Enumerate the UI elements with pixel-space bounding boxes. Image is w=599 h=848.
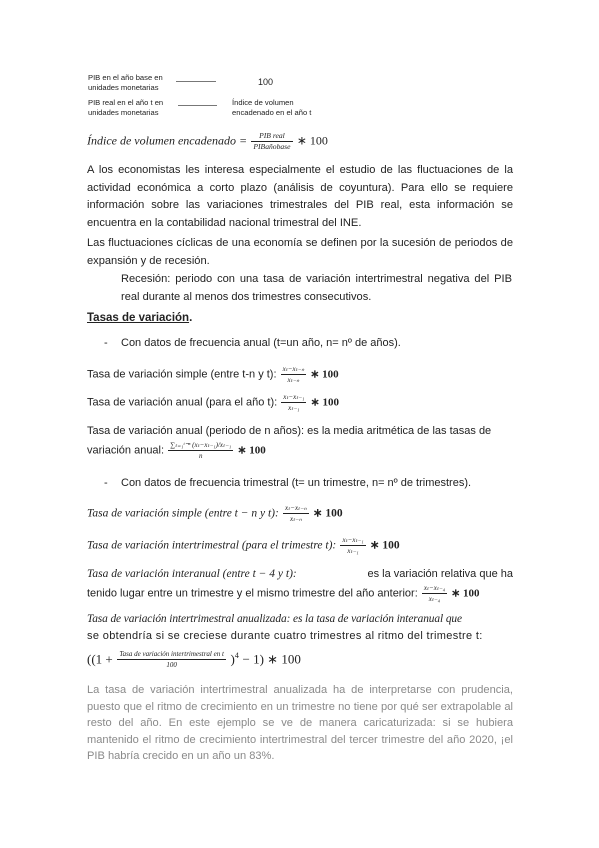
formula-tasa-interanual: Tasa de variación interanual (entre t − 4 y t): es la variación relativa que ha tenido lugar entre un trimestre y el mismo trimestre del año anterior: $\frac{\text{xₜ−xₜ₋₄}}{\text{xₜ₋₄}}$ ∗ 100 xyxy=(87,568,513,603)
formula-tasa-intertrimestral: Tasa de variación intertrimestral (para el trimestre t): $\frac{\text{xₜ−xₜ₋₁}}{\text{xₜ₋₁}}$ ∗ 100 xyxy=(87,536,400,555)
table-row2-label: PIB real en el año t en unidades monetarias xyxy=(88,98,164,117)
bullet-dash: - xyxy=(104,337,108,349)
table-row2-value: Índice de volumen encadenado en el año t xyxy=(232,98,312,117)
note-anualizada: La tasa de variación intertrimestral anualizada ha de interpretarse con prudencia, puesto que el ritmo de crecimiento en un trimestre no tiene por qué ser extrapolable al resto del año. En este ejemplo se ve de manera caricaturizada: si se hubiera mantenido el ritmo de crecimiento intertrimestral del tercer trimestre del año 2020, ¡el PIB habría crecido en un año un 83%. xyxy=(87,684,513,762)
bullet-frecuencia-anual: Con datos de frecuencia anual (t=un año, n= nº de años). xyxy=(121,337,401,349)
formula-tasa-anual: Tasa de variación anual (para el año t): $\frac{\text{xₜ−xₜ₋₁}}{\text{xₜ₋₁}}$ ∗ 100 xyxy=(87,393,339,412)
formula-indice-volumen: Índice de volumen encadenado = $\frac{\text{PIB real}}{\text{PIBañobase}}$ ∗ 100 xyxy=(87,131,328,151)
tvan-label: Tasa de variación anual (periodo de n años): es la media aritmética de las tasas de xyxy=(87,425,492,437)
table-row1-label: PIB en el año base en unidades monetarias xyxy=(88,73,163,92)
formula-tasa-anualizada: Tasa de variación intertrimestral anualizada: es la tasa de variación interanual que se obtendría si se creciese durante cuatro trimestres al ritmo del trimestre t: ((1 + $\frac{\text{Tasa de variación intertrimestral en t}}{100}$ )$^4$ − 1) ∗ 100 xyxy=(87,613,483,670)
table-row2-line xyxy=(178,105,217,106)
bullet-frecuencia-trimestral: Con datos de frecuencia trimestral (t= un trimestre, n= nº de trimestres). xyxy=(121,477,472,489)
formula-tasa-simple-anual: Tasa de variación simple (entre t-n y t): $\frac{\text{xₜ−xₜ₋ₙ}}{\text{xₜ₋ₙ}}$ ∗ 100 xyxy=(87,365,339,384)
section-heading-tasas: Tasas de variación. xyxy=(87,312,193,324)
formula-tasa-anual-periodo: Tasa de variación anual (periodo de n años): es la media aritmética de las tasas de variación anual: $\frac{\text{∑ₜ₌₁ᵗ⁼ⁿ (xₜ−xₜ₋₁)/xₜ₋₁}}{n}$ ∗ 100 xyxy=(87,423,513,461)
paragraph-fluctuaciones: Las fluctuaciones cíclicas de una economía se definen por la sucesión de periodos de expansión y de recesión. xyxy=(87,237,513,267)
table-row1-value: 100 xyxy=(258,77,274,87)
table-row1-line xyxy=(176,81,216,82)
formula-tasa-simple-trimestral: Tasa de variación simple (entre t − n y t): $\frac{\text{xₜ−xₜ₋ₙ}}{\text{xₜ₋ₙ}}$ ∗ 100 xyxy=(87,504,343,523)
paragraph-coyuntura: A los economistas les interesa especialmente el estudio de las fluctuaciones de la actividad económica a corto plazo (análisis de coyuntura). Para ello se requiere información sobre las variaciones trimestrales del PIB real, esta información se encuentra en la contabilidad nacional trimestral del INE. xyxy=(87,164,513,229)
bullet-dash: - xyxy=(104,477,108,489)
paragraph-recesion: Recesión: periodo con una tasa de variación intertrimestral negativa del PIB real durante al menos dos trimestres consecutivos. xyxy=(121,273,512,303)
